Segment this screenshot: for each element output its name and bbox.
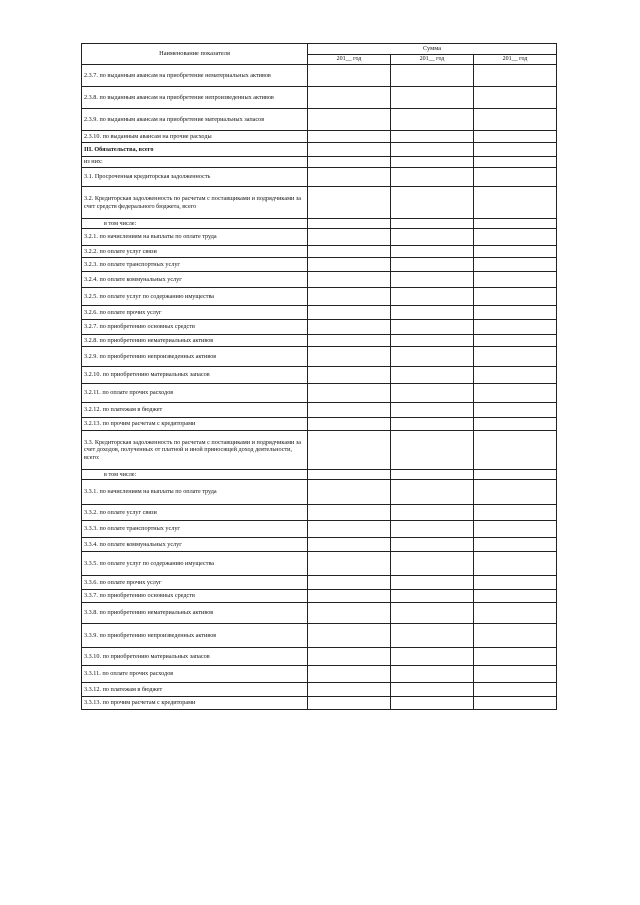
sum-cell-year-3[interactable]	[474, 306, 557, 320]
table-row	[82, 65, 557, 87]
sum-cell-year-1[interactable]	[308, 65, 391, 87]
table-row	[82, 505, 557, 521]
sum-cell-year-3[interactable]	[474, 576, 557, 590]
table-row	[82, 87, 557, 109]
sum-cell-year-1[interactable]	[308, 109, 391, 131]
table-row	[82, 470, 557, 480]
sum-cell-year-3[interactable]	[474, 624, 557, 648]
sum-cell-year-2[interactable]	[391, 187, 474, 219]
table-row	[82, 258, 557, 272]
indicator-name: 3.2.7. по приобретению основных средств	[82, 320, 308, 335]
sum-cell-year-1[interactable]	[308, 480, 391, 505]
sum-cell-year-1[interactable]	[308, 187, 391, 219]
sum-cell-year-2[interactable]	[391, 168, 474, 187]
indicator-name: 3.2.13. по прочим расчетам с кредиторами	[82, 418, 308, 431]
sum-cell-year-3[interactable]	[474, 246, 557, 258]
indicator-name: 3.3.12. по платежам в бюджет	[82, 683, 308, 697]
sum-cell-year-2[interactable]	[391, 320, 474, 335]
sum-cell-year-3[interactable]	[474, 143, 557, 157]
indicator-name: 3.2.10. по приобретению материальных запасов	[82, 367, 308, 384]
indicator-name: 3.3.8. по приобретению нематериальных активов	[82, 603, 308, 624]
sum-cell-year-1[interactable]	[308, 470, 391, 480]
sum-cell-year-1[interactable]	[308, 157, 391, 168]
table-row	[82, 403, 557, 418]
sum-cell-year-2[interactable]	[391, 697, 474, 710]
indicator-name: 3.2. Кредиторская задолженность по расчетам с поставщиками и подрядчиками за счет средств федерального бюджета, всего	[82, 187, 308, 219]
sum-cell-year-2[interactable]	[391, 246, 474, 258]
sum-cell-year-3[interactable]	[474, 168, 557, 187]
sum-cell-year-2[interactable]	[391, 131, 474, 143]
sum-cell-year-2[interactable]	[391, 552, 474, 576]
indicator-name: 2.3.9. по выданным авансам на приобретение материальных запасов	[82, 109, 308, 131]
sum-cell-year-1[interactable]	[308, 131, 391, 143]
indicator-name: 3.3.5. по оплате услуг по содержанию имущества	[82, 552, 308, 576]
indicator-name: 3.2.9. по приобретению непроизведенных активов	[82, 347, 308, 367]
sum-cell-year-3[interactable]	[474, 403, 557, 418]
sum-cell-year-3[interactable]	[474, 335, 557, 347]
sum-cell-year-1[interactable]	[308, 418, 391, 431]
sum-cell-year-2[interactable]	[391, 538, 474, 552]
indicator-name: 3.3.10. по приобретению материальных запасов	[82, 648, 308, 666]
sum-cell-year-3[interactable]	[474, 320, 557, 335]
sum-cell-year-2[interactable]	[391, 624, 474, 648]
indicator-name: 3.3.1. по начислениям на выплаты по оплате труда	[82, 480, 308, 505]
sum-cell-year-2[interactable]	[391, 648, 474, 666]
year-column-header-2: 201__ год	[391, 54, 474, 64]
table-row	[82, 272, 557, 288]
report-sheet	[81, 43, 556, 710]
sum-cell-year-1[interactable]	[308, 258, 391, 272]
year-column-header-3: 201__ год	[474, 54, 557, 64]
indicator-name: 3.3.2. по оплате услуг связи	[82, 505, 308, 521]
indicator-name: 3.3.7. по приобретению основных средств	[82, 590, 308, 603]
sum-cell-year-3[interactable]	[474, 603, 557, 624]
indicator-name: 3.2.1. по начислениям на выплаты по оплате труда	[82, 229, 308, 246]
sum-cell-year-1[interactable]	[308, 552, 391, 576]
sum-cell-year-3[interactable]	[474, 538, 557, 552]
table-row	[82, 666, 557, 683]
sum-cell-year-3[interactable]	[474, 65, 557, 87]
sum-cell-year-3[interactable]	[474, 384, 557, 403]
table-row	[82, 683, 557, 697]
sum-cell-year-1[interactable]	[308, 624, 391, 648]
sum-cell-year-3[interactable]	[474, 258, 557, 272]
sum-cell-year-2[interactable]	[391, 418, 474, 431]
sum-cell-year-3[interactable]	[474, 697, 557, 710]
report-table	[81, 43, 557, 710]
sum-cell-year-2[interactable]	[391, 521, 474, 538]
sum-cell-year-1[interactable]	[308, 666, 391, 683]
sum-cell-year-1[interactable]	[308, 521, 391, 538]
indicator-name: 3.2.12. по платежам в бюджет	[82, 403, 308, 418]
sum-cell-year-3[interactable]	[474, 347, 557, 367]
sum-cell-year-1[interactable]	[308, 505, 391, 521]
sum-cell-year-2[interactable]	[391, 347, 474, 367]
table-row	[82, 603, 557, 624]
indicator-name: 3.3.9. по приобретению непроизведенных активов	[82, 624, 308, 648]
sum-cell-year-2[interactable]	[391, 576, 474, 590]
indicator-name: 3.2.4. по оплате коммунальных услуг	[82, 272, 308, 288]
table-row	[82, 552, 557, 576]
sum-cell-year-3[interactable]	[474, 288, 557, 306]
year-column-header-1: 201__ год	[308, 54, 391, 64]
indicator-name: 3.2.5. по оплате услуг по содержанию имущества	[82, 288, 308, 306]
indicator-name: 2.3.10. по выданным авансам на прочие расходы	[82, 131, 308, 143]
table-row	[82, 288, 557, 306]
indicator-name: 3.3.11. по оплате прочих расходов	[82, 666, 308, 683]
sum-cell-year-3[interactable]	[474, 505, 557, 521]
sum-cell-year-1[interactable]	[308, 306, 391, 320]
table-row	[82, 219, 557, 229]
table-row	[82, 187, 557, 219]
sum-cell-year-2[interactable]	[391, 480, 474, 505]
sum-cell-year-1[interactable]	[308, 431, 391, 470]
sum-cell-year-2[interactable]	[391, 431, 474, 470]
sum-cell-year-2[interactable]	[391, 306, 474, 320]
sum-cell-year-2[interactable]	[391, 109, 474, 131]
sum-cell-year-3[interactable]	[474, 187, 557, 219]
sum-cell-year-1[interactable]	[308, 384, 391, 403]
sum-cell-year-3[interactable]	[474, 229, 557, 246]
sum-cell-year-1[interactable]	[308, 367, 391, 384]
sum-cell-year-1[interactable]	[308, 403, 391, 418]
sum-cell-year-3[interactable]	[474, 367, 557, 384]
table-header	[82, 44, 557, 65]
sum-cell-year-3[interactable]	[474, 480, 557, 505]
sum-cell-year-1[interactable]	[308, 288, 391, 306]
indicator-name: III. Обязательства, всего	[82, 143, 308, 157]
sum-cell-year-3[interactable]	[474, 87, 557, 109]
sum-cell-year-3[interactable]	[474, 521, 557, 538]
sum-cell-year-3[interactable]	[474, 109, 557, 131]
sum-cell-year-1[interactable]	[308, 272, 391, 288]
indicator-name: в том числе:	[82, 470, 308, 480]
indicator-name: 3.3.3. по оплате транспортных услуг	[82, 521, 308, 538]
indicator-name: 2.3.8. по выданным авансам на приобретение непроизведенных активов	[82, 87, 308, 109]
sum-cell-year-2[interactable]	[391, 683, 474, 697]
sum-cell-year-3[interactable]	[474, 470, 557, 480]
sum-cell-year-3[interactable]	[474, 648, 557, 666]
table-row	[82, 347, 557, 367]
sum-cell-year-1[interactable]	[308, 576, 391, 590]
sum-cell-year-1[interactable]	[308, 538, 391, 552]
table-row	[82, 431, 557, 470]
sum-cell-year-1[interactable]	[308, 219, 391, 229]
sum-cell-year-2[interactable]	[391, 272, 474, 288]
sum-cell-year-1[interactable]	[308, 590, 391, 603]
table-row	[82, 538, 557, 552]
table-row	[82, 157, 557, 168]
sum-cell-year-2[interactable]	[391, 367, 474, 384]
indicator-name: 3.2.8. по приобретению нематериальных активов	[82, 335, 308, 347]
sum-cell-year-2[interactable]	[391, 229, 474, 246]
table-row	[82, 367, 557, 384]
sum-cell-year-2[interactable]	[391, 470, 474, 480]
table-row	[82, 306, 557, 320]
sum-cell-year-1[interactable]	[308, 683, 391, 697]
sum-cell-year-3[interactable]	[474, 131, 557, 143]
sum-cell-year-3[interactable]	[474, 219, 557, 229]
indicator-name: из них:	[82, 157, 308, 168]
table-row	[82, 648, 557, 666]
sum-cell-year-2[interactable]	[391, 505, 474, 521]
table-row	[82, 131, 557, 143]
indicator-name: 3.2.2. по оплате услуг связи	[82, 246, 308, 258]
sum-cell-year-3[interactable]	[474, 683, 557, 697]
indicator-name: 3.3.13. по прочим расчетам с кредиторами	[82, 697, 308, 710]
sum-cell-year-2[interactable]	[391, 143, 474, 157]
sum-cell-year-2[interactable]	[391, 258, 474, 272]
sum-cell-year-2[interactable]	[391, 335, 474, 347]
sum-cell-year-2[interactable]	[391, 157, 474, 168]
sum-cell-year-2[interactable]	[391, 590, 474, 603]
sum-cell-year-1[interactable]	[308, 229, 391, 246]
sum-cell-year-1[interactable]	[308, 143, 391, 157]
sum-cell-year-1[interactable]	[308, 168, 391, 187]
sum-cell-year-1[interactable]	[308, 347, 391, 367]
indicator-name: в том числе:	[82, 219, 308, 229]
table-row	[82, 109, 557, 131]
table-row	[82, 480, 557, 505]
table-row	[82, 168, 557, 187]
sum-cell-year-1[interactable]	[308, 697, 391, 710]
indicator-name: 3.3. Кредиторская задолженность по расчетам с поставщиками и подрядчиками за счет доходов, полученных от платной и иной приносящей доход деятельности, всего:	[82, 431, 308, 470]
table-row	[82, 143, 557, 157]
indicator-name: 3.3.6. по оплате прочих услуг	[82, 576, 308, 590]
sum-cell-year-1[interactable]	[308, 320, 391, 335]
table-row	[82, 384, 557, 403]
indicator-name: 2.3.7. по выданным авансам на приобретение нематериальных активов	[82, 65, 308, 87]
indicator-name: 3.2.11. по оплате прочих расходов	[82, 384, 308, 403]
table-row	[82, 624, 557, 648]
sum-cell-year-1[interactable]	[308, 648, 391, 666]
sum-cell-year-2[interactable]	[391, 219, 474, 229]
indicator-name: 3.1. Просроченная кредиторская задолженность	[82, 168, 308, 187]
indicator-name: 3.2.3. по оплате транспортных услуг	[82, 258, 308, 272]
table-row	[82, 246, 557, 258]
table-row	[82, 229, 557, 246]
sum-cell-year-3[interactable]	[474, 552, 557, 576]
table-row	[82, 521, 557, 538]
table-row	[82, 418, 557, 431]
sum-cell-year-2[interactable]	[391, 384, 474, 403]
table-row	[82, 697, 557, 710]
sum-cell-year-2[interactable]	[391, 288, 474, 306]
table-row	[82, 590, 557, 603]
sum-cell-year-3[interactable]	[474, 418, 557, 431]
sum-cell-year-3[interactable]	[474, 666, 557, 683]
sum-cell-year-1[interactable]	[308, 87, 391, 109]
sum-cell-year-3[interactable]	[474, 431, 557, 470]
sum-cell-year-2[interactable]	[391, 65, 474, 87]
table-row	[82, 576, 557, 590]
table-body	[82, 65, 557, 710]
indicator-column-header: Наименование показателя	[82, 44, 308, 65]
sum-cell-year-2[interactable]	[391, 87, 474, 109]
indicator-name: 3.3.4. по оплате коммунальных услуг	[82, 538, 308, 552]
sum-cell-year-1[interactable]	[308, 603, 391, 624]
sum-cell-year-1[interactable]	[308, 246, 391, 258]
sum-cell-year-2[interactable]	[391, 403, 474, 418]
indicator-name: 3.2.6. по оплате прочих услуг	[82, 306, 308, 320]
table-row	[82, 335, 557, 347]
sum-cell-year-3[interactable]	[474, 157, 557, 168]
sum-cell-year-3[interactable]	[474, 590, 557, 603]
sum-cell-year-2[interactable]	[391, 666, 474, 683]
sum-column-header: Сумма	[308, 44, 557, 55]
sum-cell-year-1[interactable]	[308, 335, 391, 347]
sum-cell-year-3[interactable]	[474, 272, 557, 288]
sum-cell-year-2[interactable]	[391, 603, 474, 624]
table-row	[82, 320, 557, 335]
